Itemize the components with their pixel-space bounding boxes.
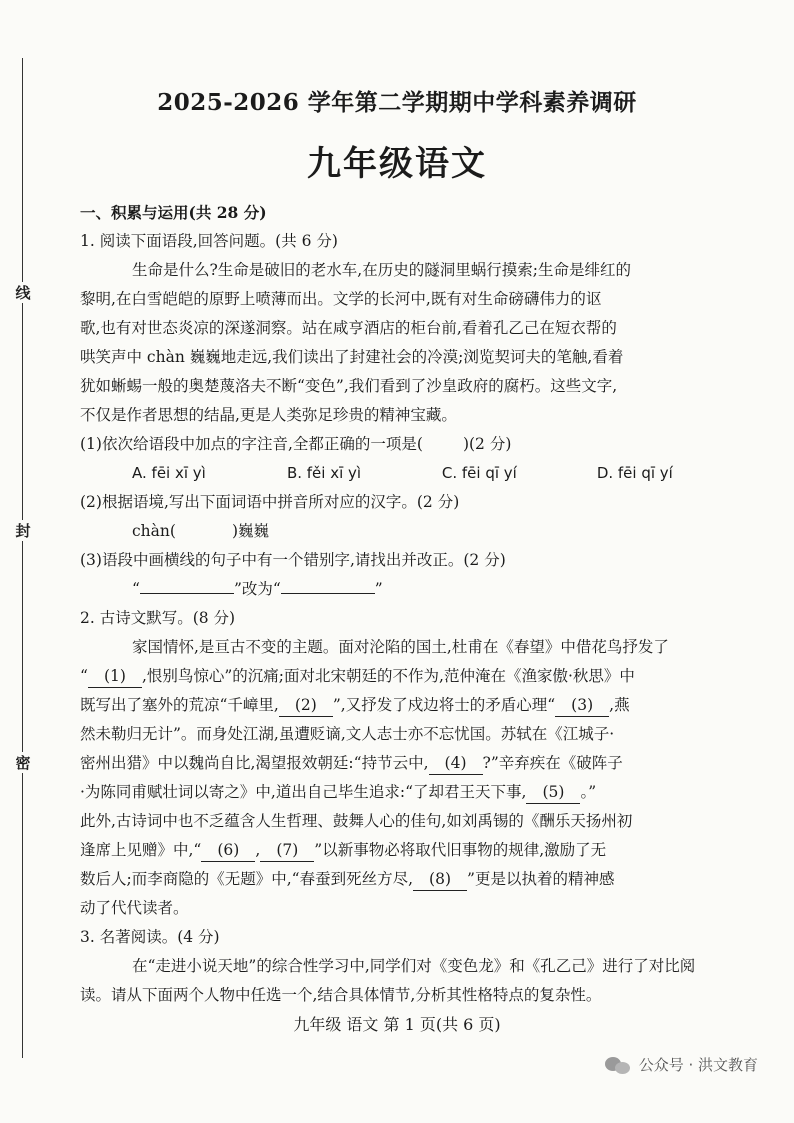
page-footer: 九年级 语文 第 1 页(共 6 页) [293,1015,501,1034]
blank-8[interactable]: (8) [413,868,467,891]
quote-open: “ [132,580,140,598]
q1-passage-line: 不仅是作者思想的结晶,更是人类弥足珍贵的精神宝藏。 [80,406,457,424]
q1-passage-line: 歌,也有对世态炎凉的深遂洞察。站在咸亨酒店的柜台前,看着孔乙己在短衣帮的 [80,319,617,337]
blank-2[interactable]: (2) [279,694,333,717]
q2-text: 数后人;而李商隐的《无题》中,“春蚕到死丝方尽, [80,870,414,888]
q1-passage-line: 犹如蜥蜴一般的奥楚蔑洛夫不断“变色”,我们看到了沙皇政府的腐朽。这些文字, [80,377,618,395]
q1-sub1 [80,430,720,459]
wrong-char-blank[interactable] [140,593,234,594]
q1-sub3-answer [80,575,720,604]
option-c[interactable]: C. fēi qī yí [441,464,517,482]
question-2-stem: 2. 古诗文默写。(8 分) [80,609,236,627]
q2-text: , [255,841,261,859]
q1-passage-line: 黎明,在白雪皑皑的原野上喷薄而出。文学的长河中,既有对生命磅礴伟力的讴 [80,290,602,308]
q2-text: 密州出猎》中以魏尚自比,渴望报效朝廷:“持节云中, [80,754,429,772]
q2-text: ,恨别鸟惊心”的沉痛;面对北宋朝廷的不作为,范仲淹在《渔家傲·秋思》中 [141,667,635,685]
binding-mark-line: 线 [12,282,34,303]
quote-close: ” [374,580,383,598]
q2-text: ”更是以执着的精神感 [467,870,615,888]
question-1-stem: 1. 阅读下面语段,回答问题。(共 6 分) [80,232,338,250]
q2-text: ,燕 [609,696,630,714]
q1-sub2: (2)根据语境,写出下面词语中拼音所对应的汉字。(2 分) [80,493,460,511]
q1-passage-line: 哄笑声中 chàn 巍巍地走远,我们读出了封建社会的冷漠;浏览契诃夫的笔触,看着 [80,348,624,366]
q2-text: ”,又抒发了戍边将士的矛盾心理“ [332,696,556,714]
section-heading: 一、积累与运用(共 28 分) [80,203,267,222]
weiwei-text: )巍巍 [231,522,269,540]
wechat-icon [605,1055,631,1075]
blank-7[interactable]: (7) [260,839,314,862]
q2-line [80,836,720,865]
blank-1[interactable]: (1) [88,665,142,688]
change-to-text: ”改为“ [233,580,281,598]
q1-sub1-points: )(2 分) [462,435,512,453]
exam-content [80,198,720,1010]
blank-5[interactable]: (5) [526,781,580,804]
exam-title: 2025-2026 学年第二学期期中学科素养调研 [157,89,637,116]
q2-line: 家国情怀,是亘古不变的主题。面对沦陷的国土,杜甫在《春望》中借花鸟抒发了 [132,638,669,656]
correct-char-blank[interactable] [281,593,375,594]
q2-line: 动了代代读者。 [80,899,189,917]
binding-line [22,58,23,1058]
q3-passage-line: 读。请从下面两个人物中任选一个,结合具体情节,分析其性格特点的复杂性。 [80,986,602,1004]
q2-text: 。” [580,783,597,801]
question-3-stem: 3. 名著阅读。(4 分) [80,928,220,946]
binding-mark-secret: 密 [12,752,34,773]
q2-text: “ [80,667,88,685]
blank-4[interactable]: (4) [429,752,483,775]
blank-6[interactable]: (6) [201,839,255,862]
blank-3[interactable]: (3) [555,694,609,717]
q1-sub1-text: (1)依次给语段中加点的字注音,全都正确的一项是( [80,435,423,453]
q2-line [80,749,720,778]
q2-text: ·为陈同甫赋壮词以寄之》中,道出自己毕生追求:“了却君王天下事, [80,783,527,801]
q2-line [80,662,720,691]
q1-passage-line: 生命是什么?生命是破旧的老水车,在历史的隧洞里蜗行摸索;生命是绯红的 [132,261,631,279]
q2-line: 然未勒归无计”。而身处江湖,虽遭贬谪,文人志士亦不忘忧国。苏轼在《江城子· [80,725,615,743]
chan-pinyin: chàn( [132,522,176,540]
q3-passage-line: 在“走进小说天地”的综合性学习中,同学们对《变色龙》和《孔乙己》进行了对比阅 [132,957,696,975]
q1-sub2-word [80,517,720,546]
q2-text: 既写出了塞外的荒凉“千嶂里, [80,696,279,714]
q2-text: ?”辛弃疾在《破阵子 [482,754,623,772]
option-b[interactable]: B. fěi xī yì [286,464,362,482]
option-d[interactable]: D. fēi qī yí [596,464,673,482]
subject-title: 九年级语文 [307,144,487,184]
q1-options [80,459,720,488]
option-a[interactable]: A. fēi xī yì [132,464,206,482]
q2-line [80,778,720,807]
binding-mark-seal: 封 [12,520,34,541]
q2-line [80,865,720,894]
q2-line: 此外,古诗词中也不乏蕴含人生哲理、鼓舞人心的佳句,如刘禹锡的《酬乐天扬州初 [80,812,633,830]
q2-text: 逢席上见赠》中,“ [80,841,202,859]
q2-text: ”以新事物必将取代旧事物的规律,激励了无 [314,841,607,859]
brand-text: 公众号 · 洪文教育 [638,1056,758,1074]
q2-line [80,691,720,720]
q1-sub3: (3)语段中画横线的句子中有一个错别字,请找出并改正。(2 分) [80,551,506,569]
brand-watermark [605,1054,758,1075]
